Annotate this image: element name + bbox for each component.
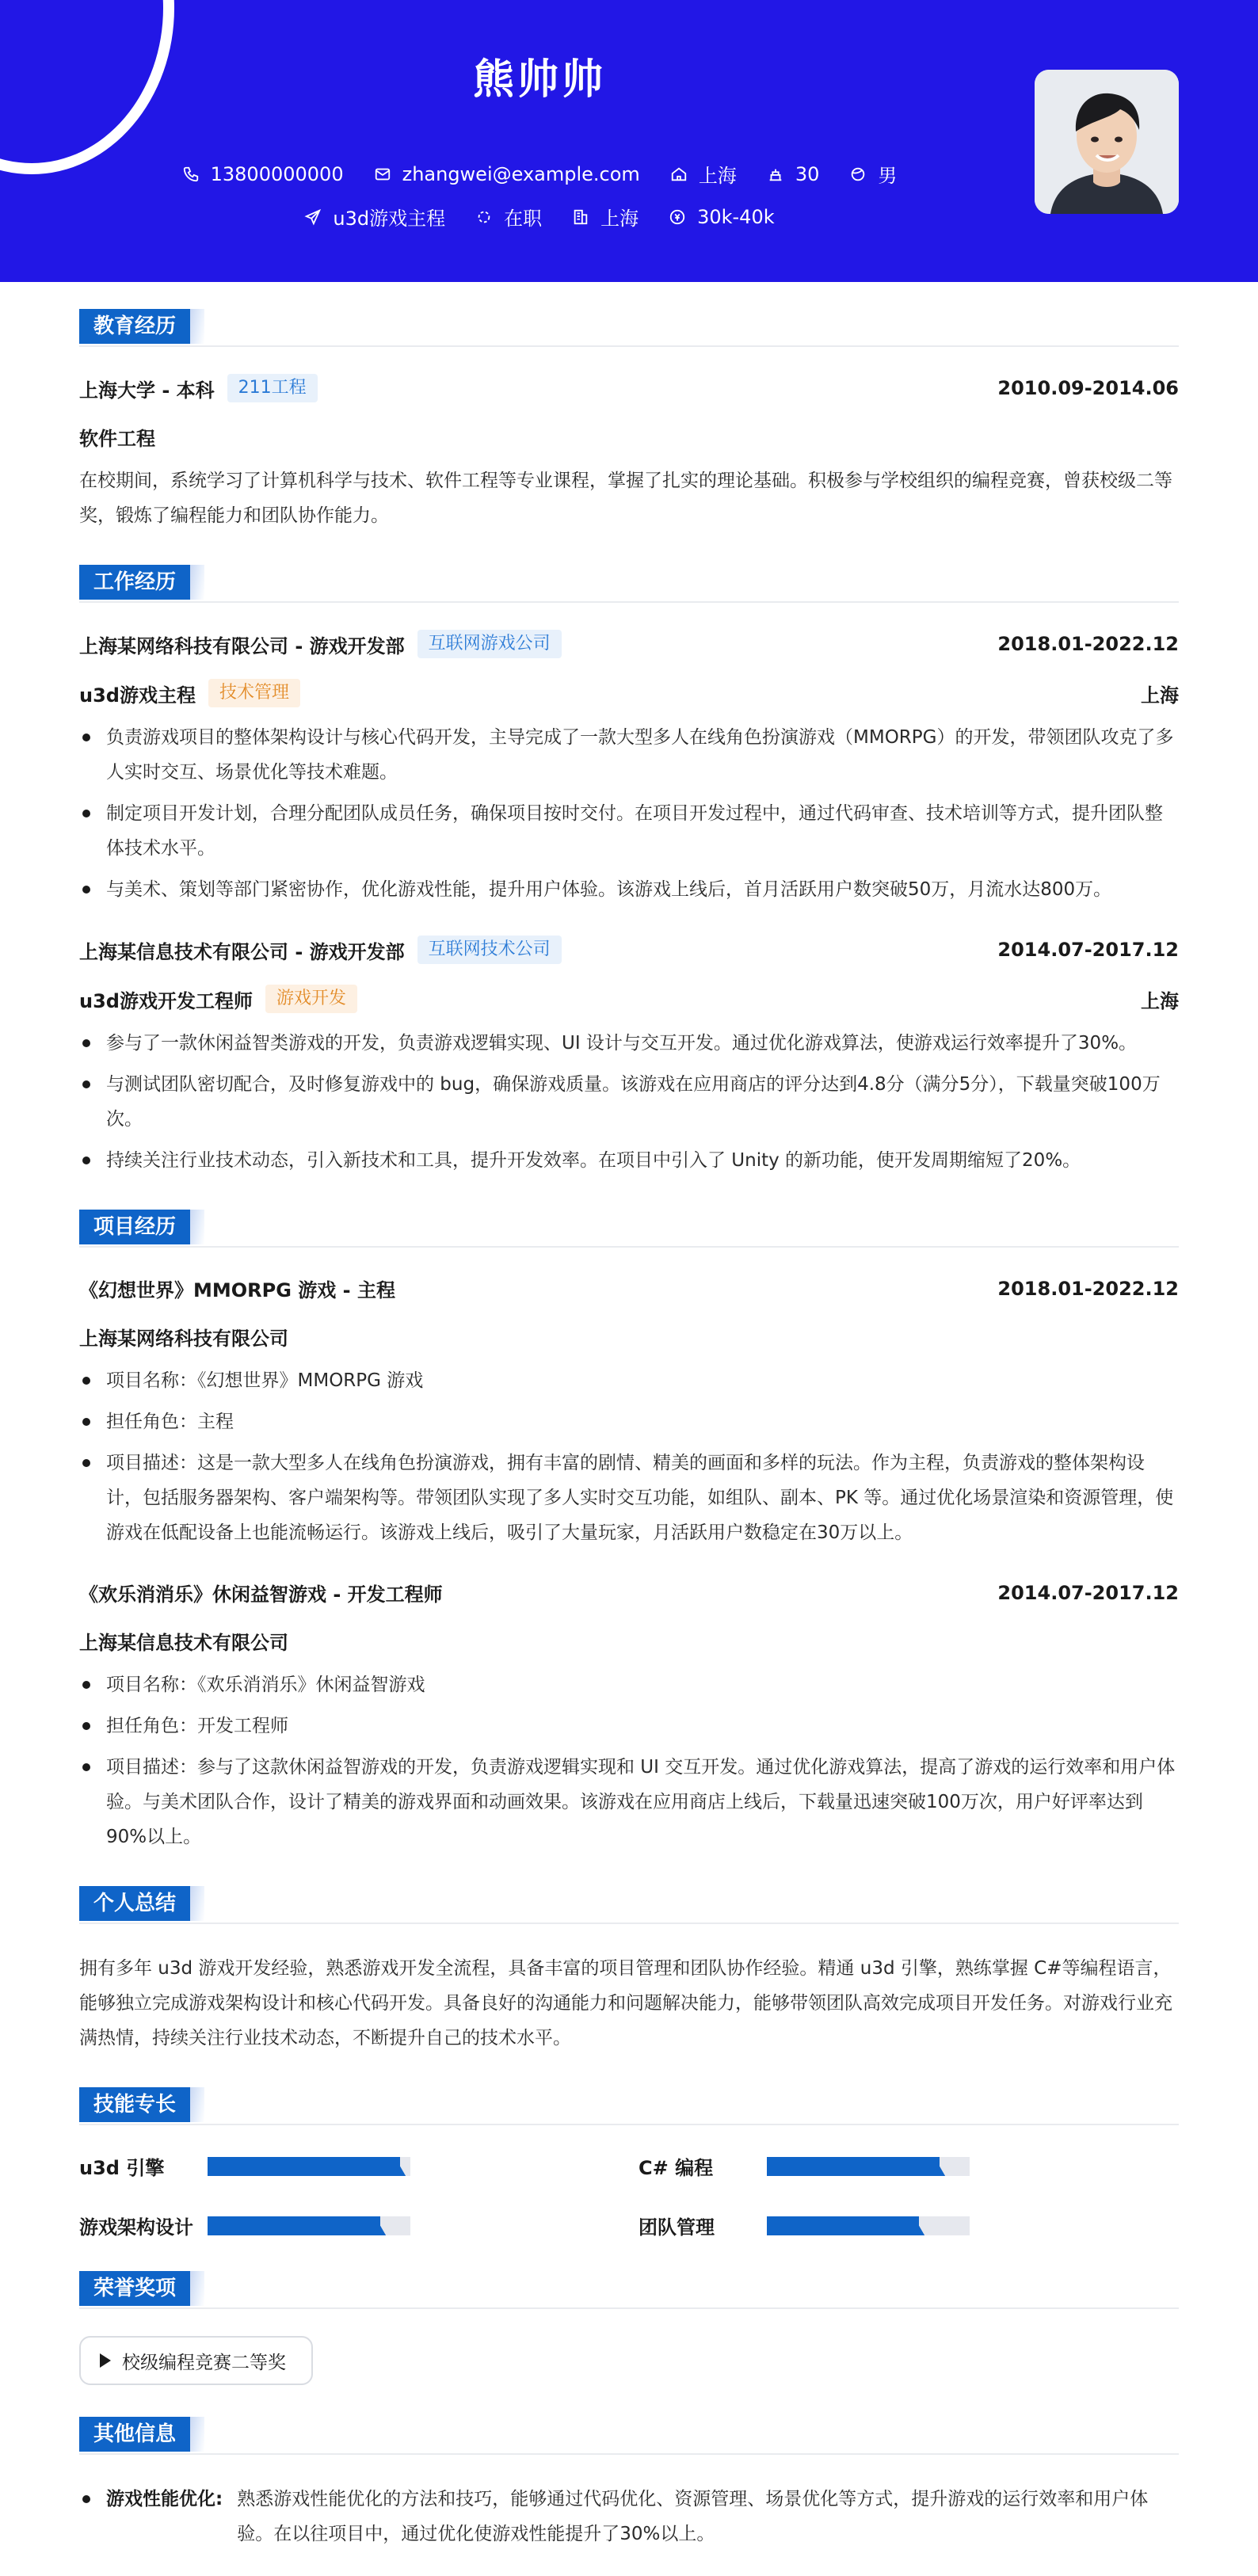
summary-title: 个人总结 (79, 1886, 190, 1921)
skill-bar (767, 2157, 970, 2176)
avatar-portrait (1035, 70, 1179, 214)
education-row (79, 374, 1179, 402)
salary-text: 30k-40k (697, 205, 775, 228)
skill-item (79, 2152, 639, 2180)
education-school: 上海大学 - 本科 (79, 379, 215, 402)
work-company: 上海某网络科技有限公司 - 游戏开发部 (79, 634, 405, 657)
work-company-tag: 互联网技术公司 (417, 936, 562, 964)
project-company (79, 1627, 1179, 1655)
skill-bar (767, 2216, 970, 2235)
contact-row (0, 160, 1079, 188)
info-position (304, 203, 445, 231)
other-key: 游戏性能优化: (106, 2489, 223, 2509)
project-company (79, 1323, 1179, 1351)
work-company: 上海某信息技术有限公司 - 游戏开发部 (79, 940, 405, 963)
gender-text: 男 (878, 165, 898, 187)
skills-title: 技能专长 (79, 2087, 190, 2122)
info-phone (182, 163, 344, 185)
skills-grid (79, 2152, 1179, 2239)
work-company-line (79, 630, 562, 658)
list-item: 与美术、策划等部门紧密协作，优化游戏性能，提升用户体验。该游戏上线后，首月活跃用户数突破50万，月流水达800万。 (79, 872, 1179, 907)
work-bullets (79, 1026, 1179, 1178)
target-city-text: 上海 (600, 208, 639, 230)
skill-label: 团队管理 (639, 2216, 715, 2239)
age-text: 30 (795, 162, 820, 185)
list-item: 参与了一款休闲益智类游戏的开发，负责游戏逻辑实现、UI 设计与交互开发。通过优化游戏算法，使游戏运行效率提升了30%。 (79, 1026, 1179, 1061)
summary-heading (79, 1886, 1179, 1924)
summary-section (79, 1886, 1179, 2056)
education-major-text: 软件工程 (79, 428, 155, 450)
education-desc: 在校期间，系统学习了计算机科学与技术、软件工程等专业课程，掌握了扎实的理论基础。积极参与学校组织的编程竞赛，曾获校级二等奖，锻炼了编程能力和团队协作能力。 (79, 471, 1172, 526)
project-date: 2018.01-2022.12 (997, 1277, 1179, 1300)
project-row (79, 1579, 1179, 1606)
skills-section (79, 2087, 1179, 2239)
work-city: 上海 (1141, 989, 1179, 1012)
info-email (374, 163, 640, 185)
project-name: 《幻想世界》MMORPG 游戏 - 主程 (79, 1279, 395, 1301)
status-text: 在职 (504, 208, 543, 230)
work-section (79, 565, 1179, 1178)
resume-header (0, 0, 1258, 282)
work-role-tag: 技术管理 (208, 679, 300, 707)
project-item (79, 1275, 1179, 1550)
work-city: 上海 (1141, 684, 1179, 707)
work-item (79, 630, 1179, 907)
home-icon (670, 166, 688, 183)
project-bullets (79, 1667, 1179, 1854)
position-text: u3d游戏主程 (333, 208, 446, 230)
skill-item (639, 2212, 1179, 2239)
work-item (79, 936, 1179, 1178)
other-value: 熟悉游戏性能优化的方法和技巧，能够通过代码优化、资源管理、场景优化等方式，提升游戏的运行效率和用户体验。在以往项目中，通过优化使游戏性能提升了30%以上。 (237, 2489, 1149, 2544)
work-date: 2014.07-2017.12 (997, 939, 1179, 961)
award-text: 校级编程竞赛二等奖 (122, 2352, 286, 2373)
info-city (670, 160, 737, 188)
skill-bar (208, 2216, 410, 2235)
list-item: 担任角色：开发工程师 (79, 1709, 1179, 1743)
education-section (79, 309, 1179, 533)
skill-bar-fill (208, 2216, 380, 2235)
age-icon (767, 166, 784, 183)
work-date: 2018.01-2022.12 (997, 633, 1179, 655)
work-role-line (79, 679, 300, 707)
list-item: 担任角色：主程 (79, 1404, 1179, 1439)
work-role: u3d游戏开发工程师 (79, 989, 253, 1012)
list-item: 持续关注行业技术动态，引入新技术和工具，提升开发效率。在项目中引入了 Unity 的新功能，使开发周期缩短了20%。 (79, 1143, 1179, 1178)
mail-icon (374, 166, 391, 183)
salary-icon (669, 208, 686, 226)
gender-icon (849, 166, 867, 183)
project-name: 《欢乐消消乐》休闲益智游戏 - 开发工程师 (79, 1583, 443, 1606)
job-intent-row (0, 203, 1079, 231)
work-heading (79, 565, 1179, 603)
play-triangle-icon (100, 2353, 111, 2368)
project-date: 2014.07-2017.12 (997, 1581, 1179, 1604)
work-company-row (79, 630, 1179, 658)
skill-label: 游戏架构设计 (79, 2216, 193, 2239)
work-role-row (79, 679, 1179, 707)
skill-item (79, 2212, 639, 2239)
project-heading (79, 1210, 1179, 1248)
work-role-line (79, 985, 357, 1013)
building-icon (572, 208, 589, 226)
summary-text: 拥有多年 u3d 游戏开发经验，熟悉游戏开发全流程，具备丰富的项目管理和团队协作经验。精通 u3d 引擎，熟练掌握 C#等编程语言，能够独立完成游戏架构设计和核心代码开发。具备良好的沟通能力和问题解决能力，能够带领团队高效完成项目开发任务。对游戏行业充满热情，持续关注行业技术动态，不断提升自己的技术水平。 (79, 1958, 1172, 2048)
info-status (475, 203, 542, 231)
phone-icon (182, 166, 200, 183)
other-section (79, 2417, 1179, 2551)
other-title: 其他信息 (79, 2417, 190, 2452)
education-title: 教育经历 (79, 309, 190, 344)
email-text: zhangwei@example.com (402, 162, 640, 185)
project-bullets (79, 1363, 1179, 1550)
education-heading (79, 309, 1179, 347)
city-text: 上海 (698, 165, 737, 187)
phone-text: 13800000000 (210, 162, 344, 185)
education-date: 2010.09-2014.06 (997, 377, 1179, 399)
info-target-city (572, 203, 639, 231)
project-section (79, 1210, 1179, 1854)
project-company-text: 上海某信息技术有限公司 (79, 1632, 288, 1654)
education-tag: 211工程 (227, 374, 318, 402)
skills-heading (79, 2087, 1179, 2125)
work-bullets (79, 720, 1179, 907)
skill-bar-fill (767, 2216, 919, 2235)
project-title: 项目经历 (79, 1210, 190, 1244)
list-item: 与测试团队密切配合，及时修复游戏中的 bug，确保游戏质量。该游戏在应用商店的评分达到4.8分（满分5分），下载量突破100万次。 (79, 1067, 1179, 1137)
skill-item (639, 2152, 1179, 2180)
work-title: 工作经历 (79, 565, 190, 600)
education-school-line (79, 374, 318, 402)
candidate-name: 熊帅帅 (472, 56, 606, 104)
work-role: u3d游戏主程 (79, 684, 196, 707)
work-role-row (79, 985, 1179, 1013)
work-role-tag: 游戏开发 (265, 985, 357, 1013)
project-item (79, 1579, 1179, 1854)
work-company-line (79, 936, 562, 964)
skill-label: C# 编程 (639, 2157, 714, 2179)
list-item: 项目描述：参与了这款休闲益智游戏的开发，负责游戏逻辑实现和 UI 交互开发。通过优化游戏算法，提高了游戏的运行效率和用户体验。与美术团队合作，设计了精美的游戏界面和动画效果。该游戏在应用商店上线后，下载量迅速突破100万次，用户好评率达到90%以上。 (79, 1750, 1179, 1854)
info-salary (669, 206, 775, 228)
info-gender (849, 160, 897, 188)
resume-body (79, 309, 1179, 2576)
other-item (79, 2482, 1179, 2551)
list-item: 项目名称：《幻想世界》MMORPG 游戏 (79, 1363, 1179, 1398)
award-item (79, 2336, 313, 2385)
other-heading (79, 2417, 1179, 2455)
send-icon (304, 208, 322, 226)
work-company-tag: 互联网游戏公司 (417, 630, 562, 658)
project-company-text: 上海某网络科技有限公司 (79, 1328, 288, 1350)
list-item: 制定项目开发计划，合理分配团队成员任务，确保项目按时交付。在项目开发过程中，通过代码审查、技术培训等方式，提升团队整体技术水平。 (79, 796, 1179, 866)
skill-bar-fill (767, 2157, 940, 2176)
awards-section (79, 2271, 1179, 2385)
awards-title: 荣誉奖项 (79, 2271, 190, 2306)
skill-bar (208, 2157, 410, 2176)
awards-heading (79, 2271, 1179, 2309)
education-major (79, 423, 1179, 451)
work-company-row (79, 936, 1179, 964)
list-item: 负责游戏项目的整体架构设计与核心代码开发，主导完成了一款大型多人在线角色扮演游戏（MMORPG）的开发，带领团队攻克了多人实时交互、场景优化等技术难题。 (79, 720, 1179, 790)
project-row (79, 1275, 1179, 1302)
list-item: 项目名称：《欢乐消消乐》休闲益智游戏 (79, 1667, 1179, 1702)
status-icon (475, 208, 493, 226)
avatar (1035, 70, 1179, 214)
list-item: 项目描述：这是一款大型多人在线角色扮演游戏，拥有丰富的剧情、精美的画面和多样的玩法。作为主程，负责游戏的整体架构设计，包括服务器架构、客户端架构等。带领团队实现了多人实时交互功能，如组队、副本、PK 等。通过优化场景渲染和资源管理，使游戏在低配设备上也能流畅运行。该游戏上线后，吸引了大量玩家，月活跃用户数稳定在30万以上。 (79, 1446, 1179, 1550)
info-age (767, 163, 820, 185)
skill-label: u3d 引擎 (79, 2157, 165, 2179)
skill-bar-fill (208, 2157, 400, 2176)
